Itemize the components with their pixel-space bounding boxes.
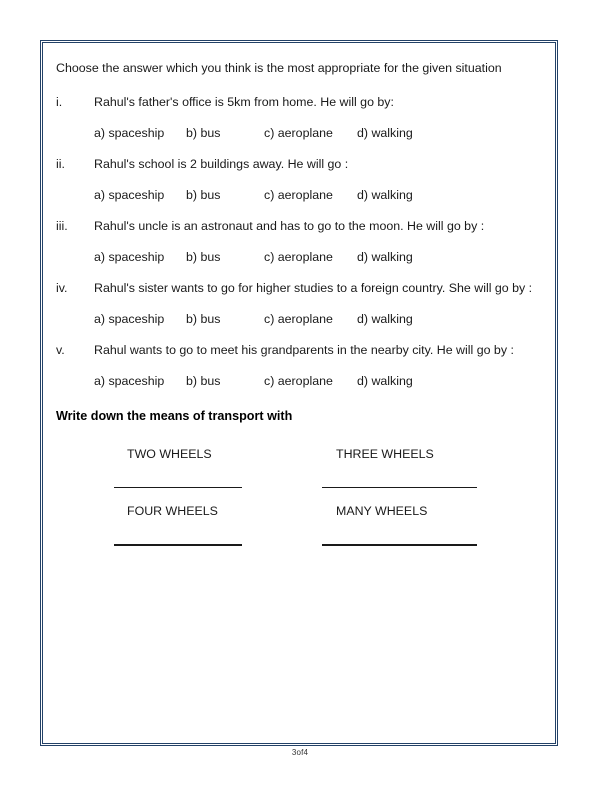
wheel-label: MANY WHEELS [336, 504, 428, 519]
option-c[interactable]: c) aeroplane [264, 374, 333, 388]
option-b[interactable]: b) bus [186, 374, 221, 388]
question-text: Rahul's uncle is an astronaut and has to go to the moon. He will go by : [94, 219, 485, 233]
wheel-label: FOUR WHEELS [127, 504, 218, 519]
wheels-row-bottom [56, 500, 542, 557]
question-text: Rahul's father's office is 5km from home. He will go by: [94, 95, 394, 109]
transport-section-heading: Write down the means of transport with [56, 409, 293, 423]
question-item-5 [56, 335, 542, 397]
option-c[interactable]: c) aeroplane [264, 188, 333, 202]
worksheet-page [40, 40, 558, 746]
option-d[interactable]: d) walking [357, 312, 413, 326]
question-options [94, 366, 542, 397]
question-item-4 [56, 273, 542, 335]
answer-blank-two-wheels[interactable] [114, 487, 242, 488]
option-c[interactable]: c) aeroplane [264, 250, 333, 264]
question-options [94, 118, 542, 149]
wheels-row-top [56, 443, 542, 500]
worksheet-content [43, 43, 555, 743]
option-d[interactable]: d) walking [357, 188, 413, 202]
question-text: Rahul's sister wants to go for higher studies to a foreign country. She will go by : [94, 281, 533, 295]
instructions-text: Choose the answer which you think is the most appropriate for the given situation [56, 61, 502, 75]
option-b[interactable]: b) bus [186, 126, 221, 140]
option-a[interactable]: a) spaceship [94, 312, 165, 326]
answer-blank-many-wheels[interactable] [322, 544, 477, 545]
option-a[interactable]: a) spaceship [94, 250, 165, 264]
option-b[interactable]: b) bus [186, 188, 221, 202]
wheel-cell-many-wheels [318, 500, 520, 557]
question-text: Rahul's school is 2 buildings away. He will go : [94, 157, 349, 171]
question-list [56, 87, 542, 397]
answer-blank-three-wheels[interactable] [322, 487, 477, 488]
question-number: v. [56, 343, 65, 357]
question-number: i. [56, 95, 63, 109]
option-c[interactable]: c) aeroplane [264, 312, 333, 326]
question-number: iv. [56, 281, 68, 295]
question-number: iii. [56, 219, 68, 233]
question-item-1 [56, 87, 542, 149]
instructions-paragraph [56, 53, 542, 83]
wheel-cell-two-wheels [114, 443, 316, 500]
question-options [94, 242, 542, 273]
wheel-label: TWO WHEELS [127, 447, 212, 461]
option-b[interactable]: b) bus [186, 250, 221, 264]
wheel-label: THREE WHEELS [336, 447, 434, 461]
option-a[interactable]: a) spaceship [94, 374, 165, 388]
wheel-cell-four-wheels [114, 500, 316, 557]
question-row [56, 87, 542, 118]
option-d[interactable]: d) walking [357, 250, 413, 264]
question-options [94, 304, 542, 335]
question-options [94, 180, 542, 211]
question-row [56, 211, 542, 242]
question-item-2 [56, 149, 542, 211]
option-d[interactable]: d) walking [357, 374, 413, 388]
question-text: Rahul wants to go to meet his grandparents in the nearby city. He will go by : [94, 343, 514, 357]
option-d[interactable]: d) walking [357, 126, 413, 140]
transport-wheels-grid [56, 443, 542, 558]
option-b[interactable]: b) bus [186, 312, 221, 326]
question-number: ii. [56, 157, 65, 171]
question-row [56, 335, 542, 366]
wheel-cell-three-wheels [318, 443, 520, 500]
option-c[interactable]: c) aeroplane [264, 126, 333, 140]
question-item-3 [56, 211, 542, 273]
option-a[interactable]: a) spaceship [94, 188, 165, 202]
page-footer: 3of4 [291, 748, 309, 757]
answer-blank-four-wheels[interactable] [114, 544, 242, 545]
question-row [56, 149, 542, 180]
question-row [56, 273, 542, 304]
option-a[interactable]: a) spaceship [94, 126, 165, 140]
